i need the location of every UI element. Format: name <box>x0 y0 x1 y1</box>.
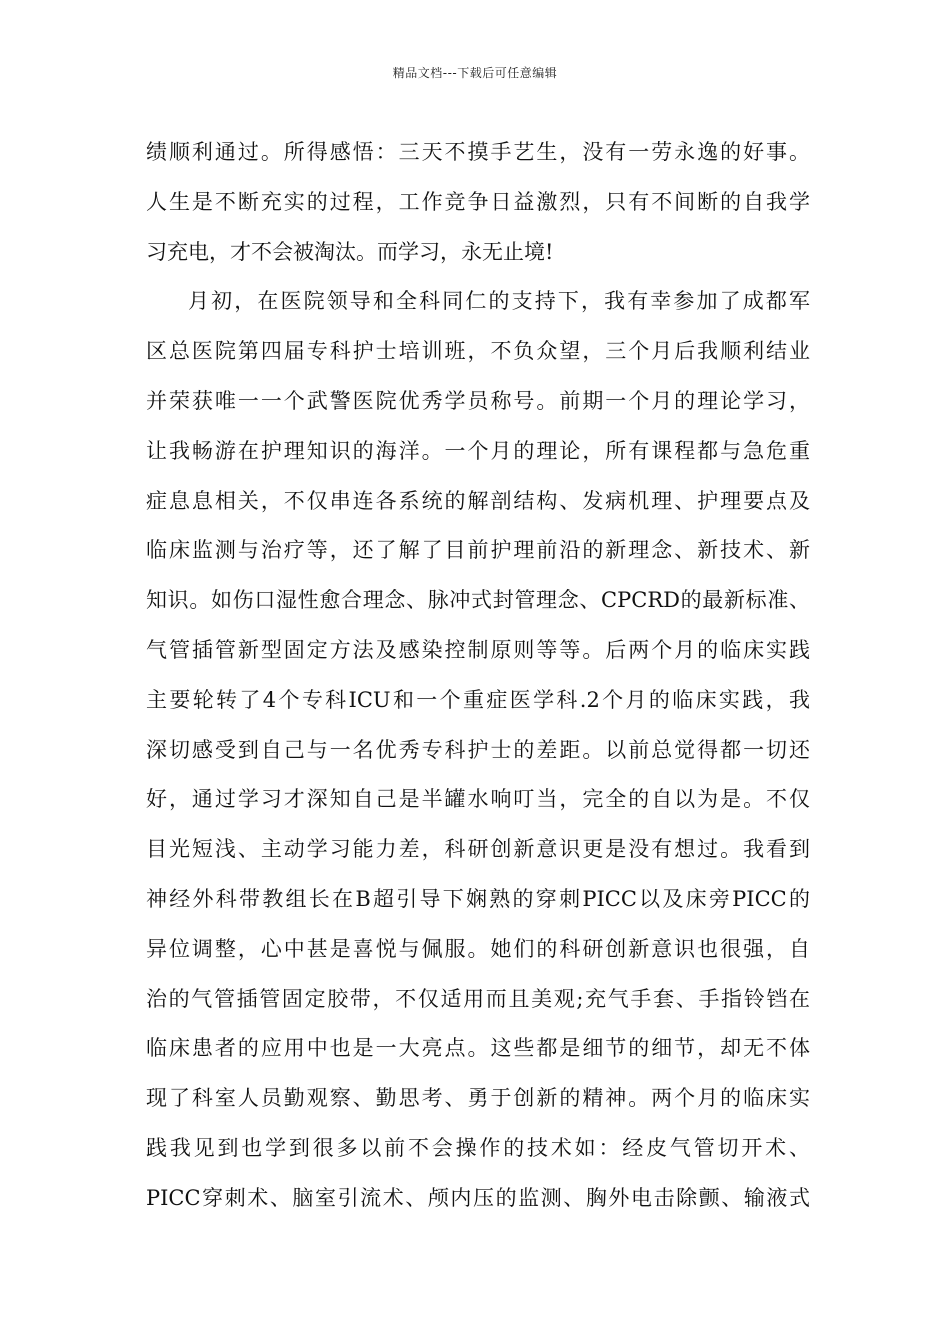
paragraph-line: 异位调整，心中甚是喜悦与佩服。她们的科研创新意识也很强，自 <box>146 936 810 961</box>
paragraph-line: 神经外科带教组长在B超引导下娴熟的穿刺PICC以及床旁PICC的 <box>146 886 810 911</box>
paragraph-line: 治的气管插管固定胶带，不仅适用而且美观;充气手套、手指铃铛在 <box>146 986 810 1011</box>
paragraph-line: 气管插管新型固定方法及感染控制原则等等。后两个月的临床实践 <box>146 637 810 662</box>
document-header: 精品文档---下载后可任意编辑 <box>392 66 558 80</box>
paragraph-first-line: 月初，在医院领导和全科同仁的支持下，我有幸参加了成都军 <box>188 289 810 314</box>
paragraph-line: 绩顺利通过。所得感悟：三天不摸手艺生，没有一劳永逸的好事。 <box>146 140 810 164</box>
paragraph-line: 症息息相关，不仅串连各系统的解剖结构、发病机理、护理要点及 <box>146 488 810 513</box>
paragraph-line: 主要轮转了4个专科ICU和一个重症医学科.2个月的临床实践，我 <box>146 687 810 712</box>
paragraph-line: 临床患者的应用中也是一大亮点。这些都是细节的细节，却无不体 <box>146 1036 810 1061</box>
document-body <box>146 128 810 1224</box>
paragraph-line: 临床监测与治疗等，还了解了目前护理前沿的新理念、新技术、新 <box>146 538 810 563</box>
paragraph-line: PICC穿刺术、脑室引流术、颅内压的监测、胸外电击除颤、输液式 <box>146 1185 810 1210</box>
paragraph-line: 习充电，才不会被淘汰。而学习，永无止境! <box>146 239 554 264</box>
paragraph-line: 区总医院第四届专科护士培训班，不负众望，三个月后我顺利结业 <box>146 339 810 364</box>
paragraph-line: 好，通过学习才深知自己是半罐水响叮当，完全的自以为是。不仅 <box>146 787 810 812</box>
paragraph-line: 知识。如伤口湿性愈合理念、脉冲式封管理念、CPCRD的最新标准、 <box>146 588 810 613</box>
paragraph-line: 践我见到也学到很多以前不会操作的技术如：经皮气管切开术、 <box>146 1135 810 1160</box>
paragraph-line: 深切感受到自己与一名优秀专科护士的差距。以前总觉得都一切还 <box>146 737 810 762</box>
paragraph-line: 让我畅游在护理知识的海洋。一个月的理论，所有课程都与急危重 <box>146 438 810 463</box>
paragraph-line: 并荣获唯一一个武警医院优秀学员称号。前期一个月的理论学习， <box>146 388 810 413</box>
paragraph-line: 现了科室人员勤观察、勤思考、勇于创新的精神。两个月的临床实 <box>146 1086 810 1111</box>
paragraph-line: 目光短浅、主动学习能力差，科研创新意识更是没有想过。我看到 <box>146 837 810 862</box>
paragraph-line: 人生是不断充实的过程，工作竞争日益激烈，只有不间断的自我学 <box>146 189 810 214</box>
